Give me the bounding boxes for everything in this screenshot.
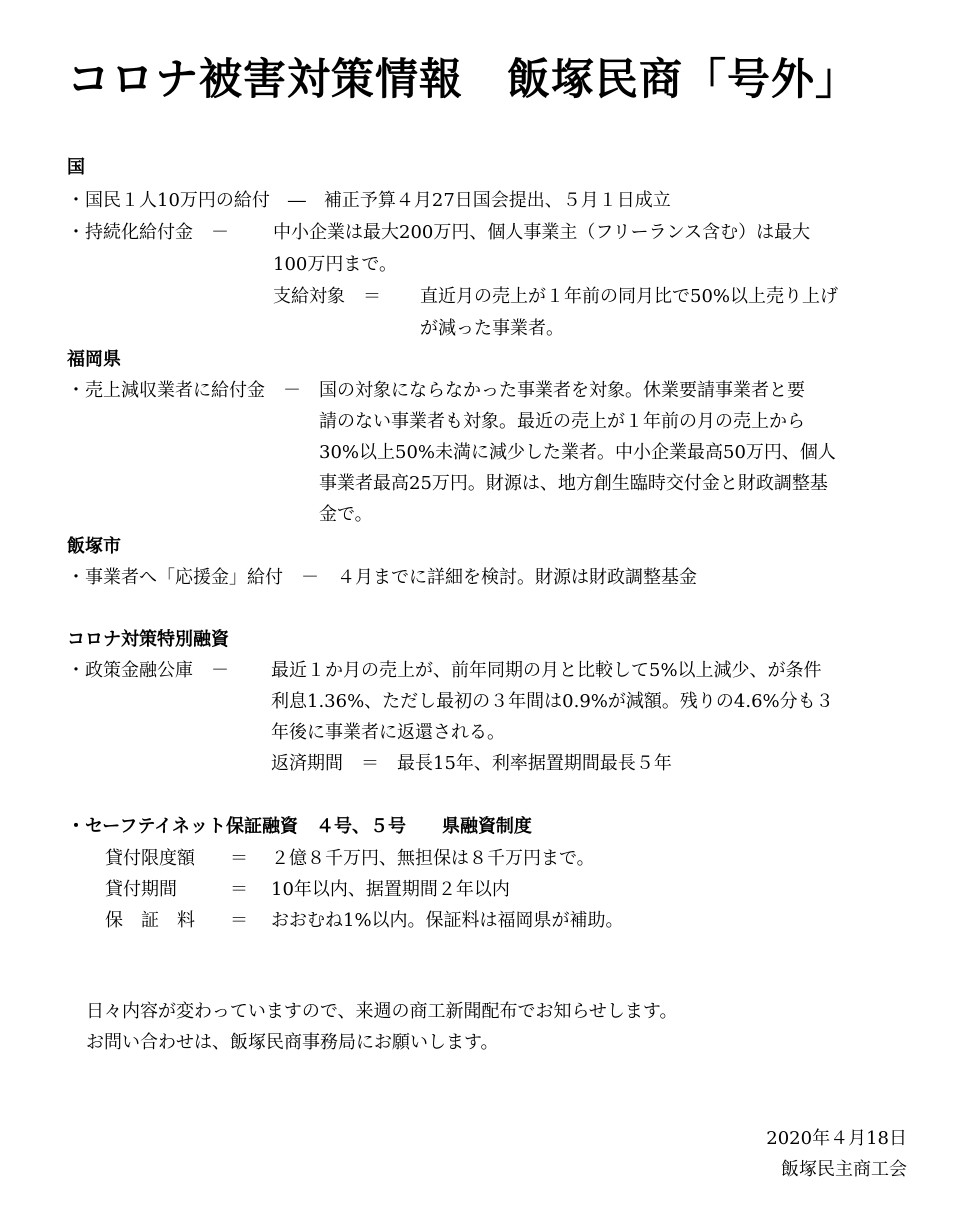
safety-net-row-eq: ＝ xyxy=(230,848,248,869)
safety-net-row-label: 貸付期間 xyxy=(105,879,177,900)
special-loan-repay: 返済期間 ＝ 最長15年、利率据置期間最長５年 xyxy=(271,753,672,774)
fukuoka-item-label: ・売上減収業者に給付金 － xyxy=(67,380,301,401)
safety-net-row-label: 貸付限度額 xyxy=(105,848,195,869)
eligibility-line: が減った事業者。 xyxy=(420,318,564,339)
section-heading-fukuoka: 福岡県 xyxy=(67,349,121,370)
page-title: コロナ被害対策情報 飯塚民商「号外」 xyxy=(67,55,859,105)
section-heading-safety-net: ・セーフテイネット保証融資 ４号、５号 県融資制度 xyxy=(67,816,532,837)
special-loan-label: ・政策金融公庫 － xyxy=(67,660,229,681)
section-heading-iizuka: 飯塚市 xyxy=(67,536,121,557)
notice-line: 日々内容が変わっていますので、来週の商工新聞配布でお知らせします。 xyxy=(86,1001,678,1022)
national-item-subsidy-line: 100万円まで。 xyxy=(273,254,397,275)
fukuoka-item-line: 金で。 xyxy=(319,504,373,525)
fukuoka-item-line: 30%以上50%未満に減少した業者。中小企業最高50万円、個人 xyxy=(319,442,836,463)
safety-net-row-value: 10年以内、据置期間２年以内 xyxy=(271,879,510,900)
special-loan-line: 年後に事業者に返還される。 xyxy=(271,722,505,743)
fukuoka-item-line: 国の対象にならなかった事業者を対象。休業要請事業者と要 xyxy=(319,380,805,401)
safety-net-row-value: ２億８千万円、無担保は８千万円まで。 xyxy=(271,848,595,869)
footer-date: 2020年４月18日 xyxy=(766,1128,907,1149)
special-loan-line: 利息1.36%、ただし最初の３年間は0.9%が減額。残りの4.6%分も３ xyxy=(271,691,834,712)
iizuka-item: ・事業者へ「応援金」給付 － ４月までに詳細を検討。財源は財政調整基金 xyxy=(67,567,697,588)
fukuoka-item-line: 請のない事業者も対象。最近の売上が１年前の月の売上から xyxy=(319,411,805,432)
safety-net-row-eq: ＝ xyxy=(230,910,248,931)
eligibility-label: 支給対象 ＝ xyxy=(273,286,381,307)
national-item-cash-benefit: ・国民１人10万円の給付 ― 補正予算４月27日国会提出、５月１日成立 xyxy=(67,190,671,211)
national-item-subsidy-label: ・持続化給付金 － xyxy=(67,222,229,243)
section-heading-special-loan: コロナ対策特別融資 xyxy=(67,629,229,650)
special-loan-line: 最近１か月の売上が、前年同期の月と比較して5%以上減少、が条件 xyxy=(271,660,822,681)
eligibility-line: 直近月の売上が１年前の同月比で50%以上売り上げ xyxy=(420,286,839,307)
section-heading-national: 国 xyxy=(67,157,85,178)
safety-net-row-eq: ＝ xyxy=(230,879,248,900)
safety-net-row-label: 保 証 料 xyxy=(105,910,195,931)
national-item-subsidy-line: 中小企業は最大200万円、個人事業主（フリーランス含む）は最大 xyxy=(273,222,811,243)
safety-net-row-value: おおむね1%以内。保証料は福岡県が補助。 xyxy=(271,910,624,931)
notice-line: お問い合わせは、飯塚民商事務局にお願いします。 xyxy=(86,1032,499,1053)
footer-organization: 飯塚民主商工会 xyxy=(781,1159,907,1180)
fukuoka-item-line: 事業者最高25万円。財源は、地方創生臨時交付金と財政調整基 xyxy=(319,473,828,494)
